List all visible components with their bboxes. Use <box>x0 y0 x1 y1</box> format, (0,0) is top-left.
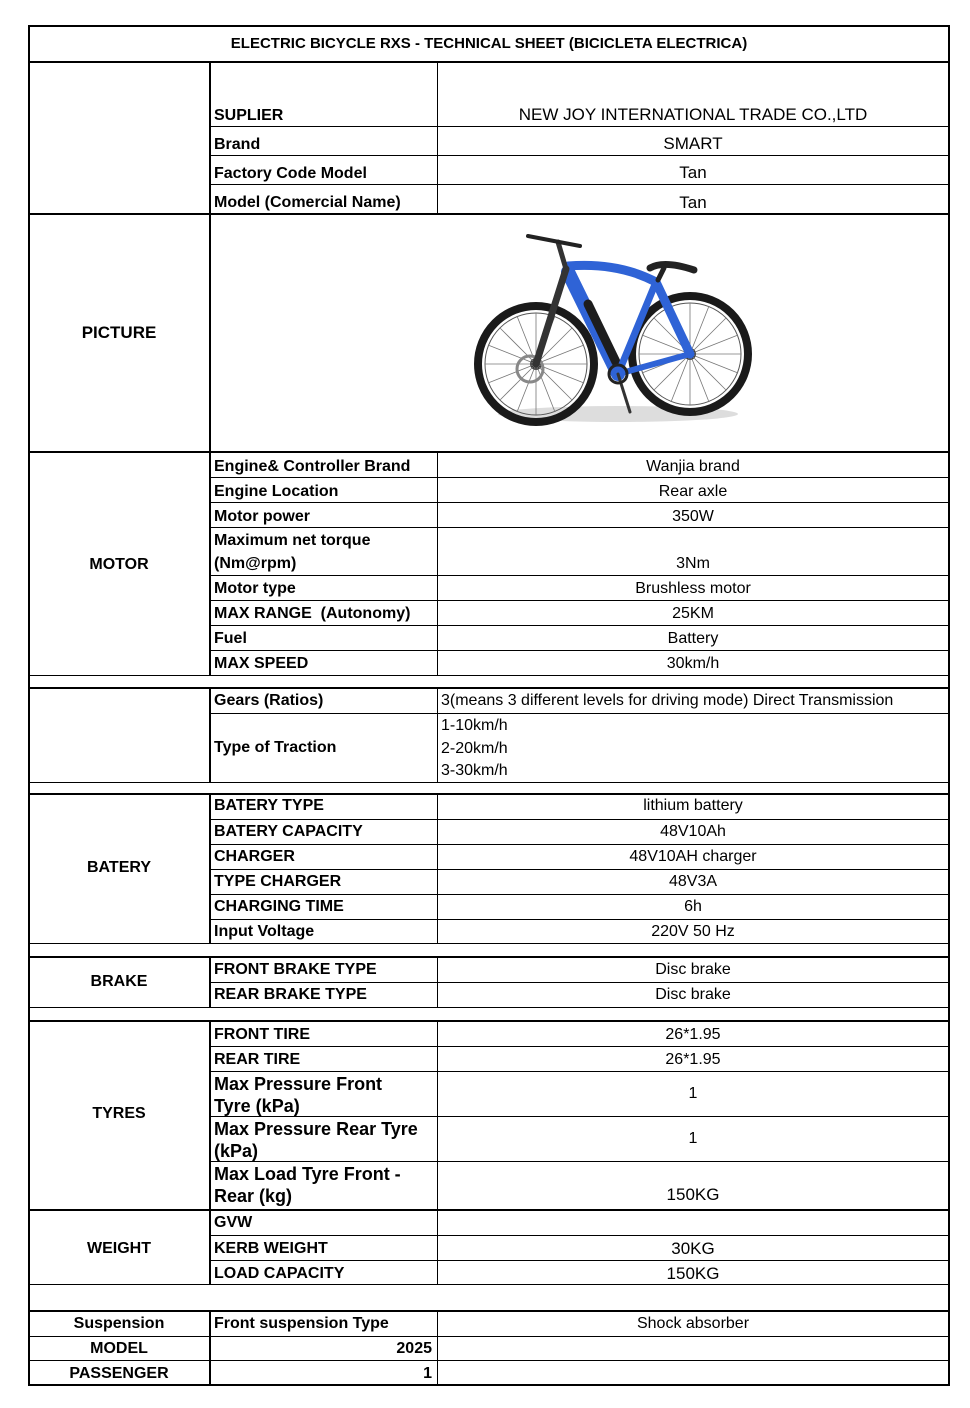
h-divider <box>28 793 950 795</box>
row-divider <box>210 713 950 714</box>
h-divider <box>28 1209 950 1211</box>
torque-value: 3Nm <box>676 555 710 572</box>
max-range-label: MAX RANGE (Autonomy) <box>214 605 411 622</box>
row-divider <box>210 1071 950 1072</box>
motor-power-label: Motor power <box>214 508 310 525</box>
traction-label: Type of Traction <box>214 739 337 756</box>
h-divider <box>28 1020 950 1022</box>
row-divider <box>210 477 950 478</box>
type-charger-value: 48V3A <box>668 873 718 890</box>
charging-time-label: CHARGING TIME <box>214 898 344 915</box>
engine-brand-label: Engine& Controller Brand <box>214 458 411 475</box>
row-divider <box>210 894 950 895</box>
front-brake-label: FRONT BRAKE TYPE <box>214 961 377 978</box>
row-divider <box>210 919 950 920</box>
gears-value: 3(means 3 different levels for driving mode) Direct Transmission <box>441 692 894 709</box>
model-name-value: Tan <box>679 193 707 212</box>
row-divider <box>210 1046 950 1047</box>
sheet-title: ELECTRIC BICYCLE RXS - TECHNICAL SHEET (BICICLETA ELECTRICA) <box>230 35 748 52</box>
traction-level-1: 1-10km/h <box>441 717 508 734</box>
gears-label: Gears (Ratios) <box>214 692 324 709</box>
row-divider <box>210 869 950 870</box>
fuel-label: Fuel <box>214 630 247 647</box>
brake-section-label: BRAKE <box>90 973 148 990</box>
row-divider <box>210 155 950 156</box>
h-divider <box>28 675 950 676</box>
max-pressure-front-label-line1: Max Pressure Front <box>214 1074 383 1094</box>
battery-capacity-value: 48V10Ah <box>660 823 726 840</box>
h-divider <box>28 956 950 958</box>
row-divider <box>210 502 950 503</box>
max-speed-value: 30km/h <box>666 655 720 672</box>
type-charger-label: TYPE CHARGER <box>214 873 342 890</box>
kerb-weight-label: KERB WEIGHT <box>214 1240 328 1257</box>
front-suspension-label: Front suspension Type <box>214 1315 389 1332</box>
table-border-bottom <box>28 1384 950 1386</box>
engine-location-value: Rear axle <box>658 483 728 500</box>
h-divider <box>28 1284 950 1285</box>
front-tire-label: FRONT TIRE <box>214 1026 310 1043</box>
max-load-label-line2: Rear (kg) <box>214 1186 293 1206</box>
max-load-value: 150KG <box>666 1185 720 1204</box>
bicycle-image <box>468 224 758 434</box>
row-divider <box>210 625 950 626</box>
h-divider <box>28 213 950 215</box>
gvw-label: GVW <box>214 1214 253 1231</box>
h-divider <box>28 943 950 944</box>
row-divider <box>210 126 950 127</box>
front-suspension-value: Shock absorber <box>636 1315 750 1332</box>
motor-type-value: Brushless motor <box>635 580 751 597</box>
row-divider <box>210 575 950 576</box>
charger-label: CHARGER <box>214 848 295 865</box>
row-divider <box>210 527 950 528</box>
fuel-value: Battery <box>667 630 719 647</box>
battery-section-label: BATERY <box>87 859 151 876</box>
row-divider <box>210 184 950 185</box>
battery-type-label: BATERY TYPE <box>214 797 324 814</box>
row-divider <box>210 600 950 601</box>
max-speed-label: MAX SPEED <box>214 655 309 672</box>
row-divider <box>210 1116 950 1117</box>
row-divider <box>210 1161 950 1162</box>
max-pressure-rear-label-line1: Max Pressure Rear Tyre <box>214 1119 418 1139</box>
h-divider <box>28 687 950 689</box>
rear-tire-label: REAR TIRE <box>214 1051 301 1068</box>
max-load-label-line1: Max Load Tyre Front - <box>214 1164 401 1184</box>
factory-code-value: Tan <box>679 163 707 182</box>
tyres-section-label: TYRES <box>92 1105 146 1122</box>
table-border-left <box>28 25 30 1386</box>
h-divider <box>28 61 950 63</box>
charger-value: 48V10AH charger <box>629 848 757 865</box>
row-divider <box>210 982 950 983</box>
model-value: 2025 <box>396 1340 432 1357</box>
brand-label: Brand <box>214 136 261 153</box>
h-divider <box>28 1007 950 1008</box>
rear-brake-label: REAR BRAKE TYPE <box>214 986 367 1003</box>
motor-power-value: 350W <box>672 508 714 525</box>
col-divider <box>437 687 438 783</box>
weight-section-label: WEIGHT <box>87 1240 151 1257</box>
engine-brand-value: Wanjia brand <box>646 458 740 475</box>
torque-label-line1: Maximum net torque <box>214 532 371 549</box>
traction-level-2: 2-20km/h <box>441 740 508 757</box>
max-pressure-rear-label-line2: (kPa) <box>214 1141 259 1161</box>
h-divider <box>28 1360 950 1361</box>
max-pressure-front-label-line2: Tyre (kPa) <box>214 1096 300 1116</box>
col-divider <box>209 687 211 783</box>
max-range-value: 25KM <box>672 605 714 622</box>
input-voltage-label: Input Voltage <box>214 923 315 940</box>
engine-location-label: Engine Location <box>214 483 339 500</box>
col-divider <box>209 61 211 676</box>
row-divider <box>210 844 950 845</box>
row-divider <box>210 819 950 820</box>
bike-frame <box>528 236 694 412</box>
model-label: MODEL <box>90 1340 148 1357</box>
input-voltage-value: 220V 50 Hz <box>651 923 735 940</box>
h-divider <box>28 1310 950 1312</box>
row-divider <box>210 1260 950 1261</box>
max-pressure-rear-value: 1 <box>688 1130 698 1147</box>
supplier-value: NEW JOY INTERNATIONAL TRADE CO.,LTD <box>518 105 868 124</box>
rear-tire-value: 26*1.95 <box>665 1051 721 1068</box>
kerb-weight-value: 30KG <box>671 1239 715 1258</box>
picture-label: PICTURE <box>81 323 157 342</box>
load-capacity-value: 150KG <box>666 1264 720 1283</box>
h-divider <box>28 451 950 453</box>
torque-label-line2: (Nm@rpm) <box>214 555 297 572</box>
battery-type-value: lithium battery <box>643 797 743 814</box>
row-divider <box>210 650 950 651</box>
motor-type-label: Motor type <box>214 580 296 597</box>
h-divider <box>28 1336 950 1337</box>
passenger-label: PASSENGER <box>69 1365 169 1382</box>
rear-brake-value: Disc brake <box>655 986 731 1003</box>
charging-time-value: 6h <box>684 898 702 915</box>
motor-section-label: MOTOR <box>89 556 149 573</box>
passenger-value: 1 <box>423 1365 432 1382</box>
table-border-right <box>948 25 950 1386</box>
battery-capacity-label: BATERY CAPACITY <box>214 823 363 840</box>
model-name-label: Model (Comercial Name) <box>214 194 401 211</box>
factory-code-label: Factory Code Model <box>214 165 367 182</box>
suspension-section-label: Suspension <box>73 1315 165 1332</box>
h-divider <box>28 782 950 783</box>
front-tire-value: 26*1.95 <box>665 1026 721 1043</box>
traction-level-3: 3-30km/h <box>441 762 508 779</box>
row-divider <box>210 1235 950 1236</box>
load-capacity-label: LOAD CAPACITY <box>214 1265 345 1282</box>
brand-value: SMART <box>663 134 723 153</box>
front-brake-value: Disc brake <box>655 961 731 978</box>
supplier-label: SUPLIER <box>214 107 284 124</box>
table-border-top <box>28 25 950 27</box>
max-pressure-front-value: 1 <box>688 1085 698 1102</box>
